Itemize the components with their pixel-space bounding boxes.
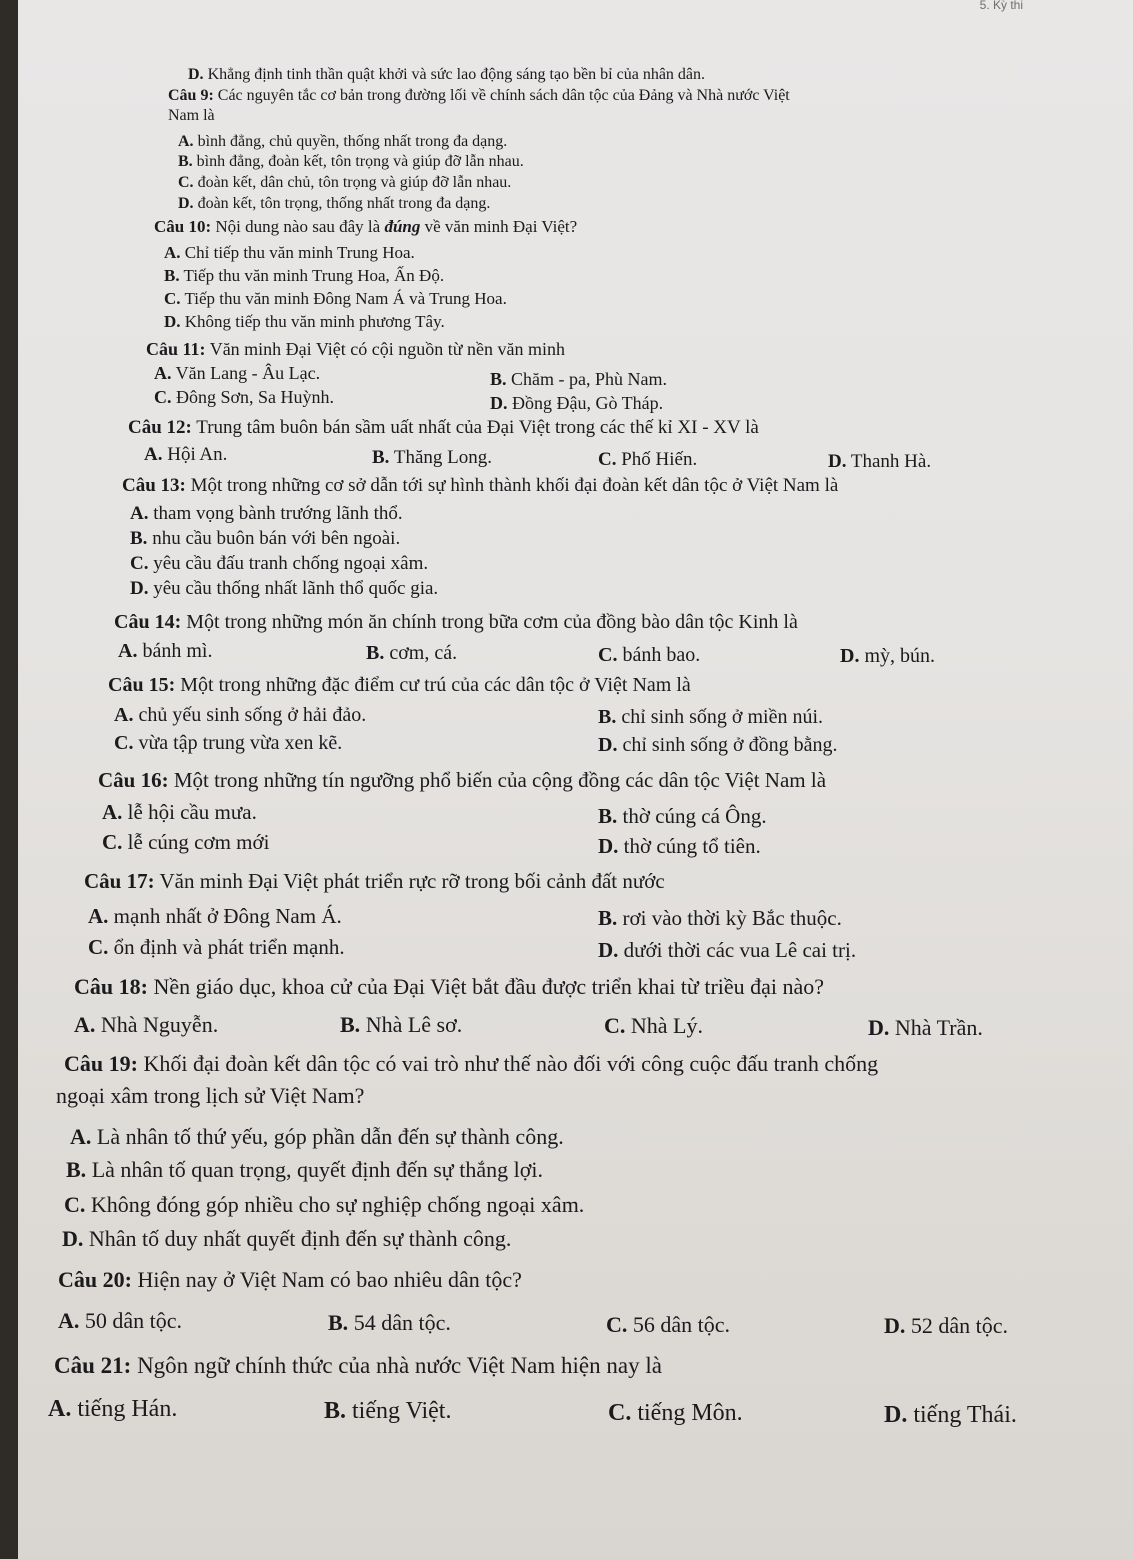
option-q16-c: C. lễ cúng cơm mới — [102, 830, 270, 854]
option-q21-d: D. tiếng Thái. — [884, 1402, 1017, 1428]
option-q18-b: B. Nhà Lê sơ. — [340, 1012, 463, 1037]
question-17: Câu 17: Văn minh Đại Việt phát triển rực rỡ trong bối cảnh đất nước — [84, 869, 665, 893]
option-q8-d: D. Khẳng định tinh thần quật khởi và sức lao động sáng tạo bền bỉ của nhân dân. — [188, 66, 706, 83]
option-q9-a: A. bình đẳng, chủ quyền, thống nhất trong đa dạng. — [178, 133, 508, 150]
option-q14-b: B. cơm, cá. — [366, 642, 458, 664]
option-q21-c: C. tiếng Môn. — [608, 1400, 743, 1426]
option-q12-c: C. Phố Hiến. — [598, 449, 698, 470]
question-13: Câu 13: Một trong những cơ sở dẫn tới sự hình thành khối đại đoàn kết dân tộc ở Việt Nam là — [122, 475, 839, 496]
option-q17-c: C. ổn định và phát triển mạnh. — [88, 935, 345, 959]
option-q13-a: A. tham vọng bành trướng lãnh thổ. — [130, 503, 403, 524]
question-11: Câu 11: Văn minh Đại Việt có cội nguồn từ nền văn minh — [146, 339, 565, 359]
question-19-cont: ngoại xâm trong lịch sử Việt Nam? — [56, 1083, 365, 1108]
option-q17-d: D. dưới thời các vua Lê cai trị. — [598, 938, 857, 962]
option-q15-d: D. chỉ sinh sống ở đồng bằng. — [598, 734, 838, 756]
question-19: Câu 19: Khối đại đoàn kết dân tộc có vai trò như thế nào đối với công cuộc đấu tranh chống — [64, 1051, 879, 1076]
option-q21-b: B. tiếng Việt. — [324, 1398, 452, 1424]
option-q10-a: A. Chỉ tiếp thu văn minh Trung Hoa. — [164, 243, 415, 262]
option-q11-b: B. Chăm - pa, Phù Nam. — [490, 369, 667, 389]
option-q13-b: B. nhu cầu buôn bán với bên ngoài. — [130, 528, 401, 549]
option-q21-a: A. tiếng Hán. — [48, 1396, 178, 1422]
option-q16-b: B. thờ cúng cá Ông. — [598, 804, 767, 828]
option-q19-d: D. Nhân tố duy nhất quyết định đến sự thành công. — [62, 1226, 512, 1251]
question-18: Câu 18: Nền giáo dục, khoa cử của Đại Việt bắt đầu được triển khai từ triều đại nào? — [74, 974, 825, 999]
option-q20-d: D. 52 dân tộc. — [884, 1313, 1009, 1338]
question-12: Câu 12: Trung tâm buôn bán sầm uất nhất của Đại Việt trong các thế kỉ XI - XV là — [128, 417, 759, 438]
question-14: Câu 14: Một trong những món ăn chính trong bữa cơm của đồng bào dân tộc Kinh là — [114, 611, 798, 633]
option-q18-d: D. Nhà Trần. — [868, 1015, 983, 1040]
option-q9-b: B. bình đẳng, đoàn kết, tôn trọng và giúp đỡ lẫn nhau. — [178, 153, 524, 170]
option-q20-c: C. 56 dân tộc. — [606, 1312, 731, 1337]
desk-background — [0, 0, 18, 1559]
option-q16-a: A. lễ hội cầu mưa. — [102, 800, 257, 824]
option-q13-c: C. yêu cầu đấu tranh chống ngoại xâm. — [130, 553, 429, 574]
option-q12-a: A. Hội An. — [144, 444, 228, 465]
exam-page — [18, 0, 1133, 1559]
option-q11-a: A. Văn Lang - Âu Lạc. — [154, 363, 321, 383]
page-corner-note: 5. Kỳ thi — [979, 0, 1023, 12]
option-q9-d: D. đoàn kết, tôn trọng, thống nhất trong đa dạng. — [178, 195, 491, 212]
option-q19-c: C. Không đóng góp nhiều cho sự nghiệp chống ngoại xâm. — [64, 1192, 585, 1217]
option-q13-d: D. yêu cầu thống nhất lãnh thổ quốc gia. — [130, 578, 439, 599]
question-16: Câu 16: Một trong những tín ngưỡng phổ biến của cộng đồng các dân tộc Việt Nam là — [98, 768, 827, 792]
question-21: Câu 21: Ngôn ngữ chính thức của nhà nước Việt Nam hiện nay là — [54, 1353, 662, 1378]
option-q10-c: C. Tiếp thu văn minh Đông Nam Á và Trung Hoa. — [164, 289, 507, 308]
option-q17-a: A. mạnh nhất ở Đông Nam Á. — [88, 904, 342, 928]
option-q9-c: C. đoàn kết, dân chủ, tôn trọng và giúp đỡ lẫn nhau. — [178, 174, 512, 191]
question-9: Câu 9: Các nguyên tắc cơ bản trong đường lối về chính sách dân tộc của Đảng và Nhà nước Việt — [168, 87, 790, 104]
option-q18-c: C. Nhà Lý. — [604, 1013, 703, 1038]
option-q19-b: B. Là nhân tố quan trọng, quyết định đến sự thắng lợi. — [66, 1157, 543, 1182]
option-q12-d: D. Thanh Hà. — [828, 451, 932, 472]
question-9-cont: Nam là — [168, 107, 215, 124]
option-q15-c: C. vừa tập trung vừa xen kẽ. — [114, 732, 343, 754]
option-q15-b: B. chỉ sinh sống ở miền núi. — [598, 706, 824, 728]
option-q12-b: B. Thăng Long. — [372, 447, 492, 468]
option-q10-d: D. Không tiếp thu văn minh phương Tây. — [164, 312, 445, 331]
option-q20-b: B. 54 dân tộc. — [328, 1310, 451, 1335]
option-q10-b: B. Tiếp thu văn minh Trung Hoa, Ấn Độ. — [164, 266, 445, 285]
option-q15-a: A. chủ yếu sinh sống ở hải đảo. — [114, 704, 367, 726]
option-q11-d: D. Đồng Đậu, Gò Tháp. — [490, 393, 664, 413]
option-q19-a: A. Là nhân tố thứ yếu, góp phần dẫn đến sự thành công. — [70, 1124, 564, 1149]
option-q16-d: D. thờ cúng tổ tiên. — [598, 834, 761, 858]
option-q20-a: A. 50 dân tộc. — [58, 1308, 183, 1333]
question-15: Câu 15: Một trong những đặc điểm cư trú của các dân tộc ở Việt Nam là — [108, 674, 691, 696]
question-20: Câu 20: Hiện nay ở Việt Nam có bao nhiêu dân tộc? — [58, 1267, 522, 1292]
option-q17-b: B. rơi vào thời kỳ Bắc thuộc. — [598, 906, 842, 930]
option-q11-c: C. Đông Sơn, Sa Huỳnh. — [154, 387, 335, 407]
option-q18-a: A. Nhà Nguyễn. — [74, 1012, 219, 1037]
question-10: Câu 10: Nội dung nào sau đây là đúng về văn minh Đại Việt? — [154, 217, 578, 236]
option-q14-c: C. bánh bao. — [598, 644, 701, 666]
option-q14-a: A. bánh mì. — [118, 640, 213, 662]
option-q14-d: D. mỳ, bún. — [840, 645, 936, 667]
